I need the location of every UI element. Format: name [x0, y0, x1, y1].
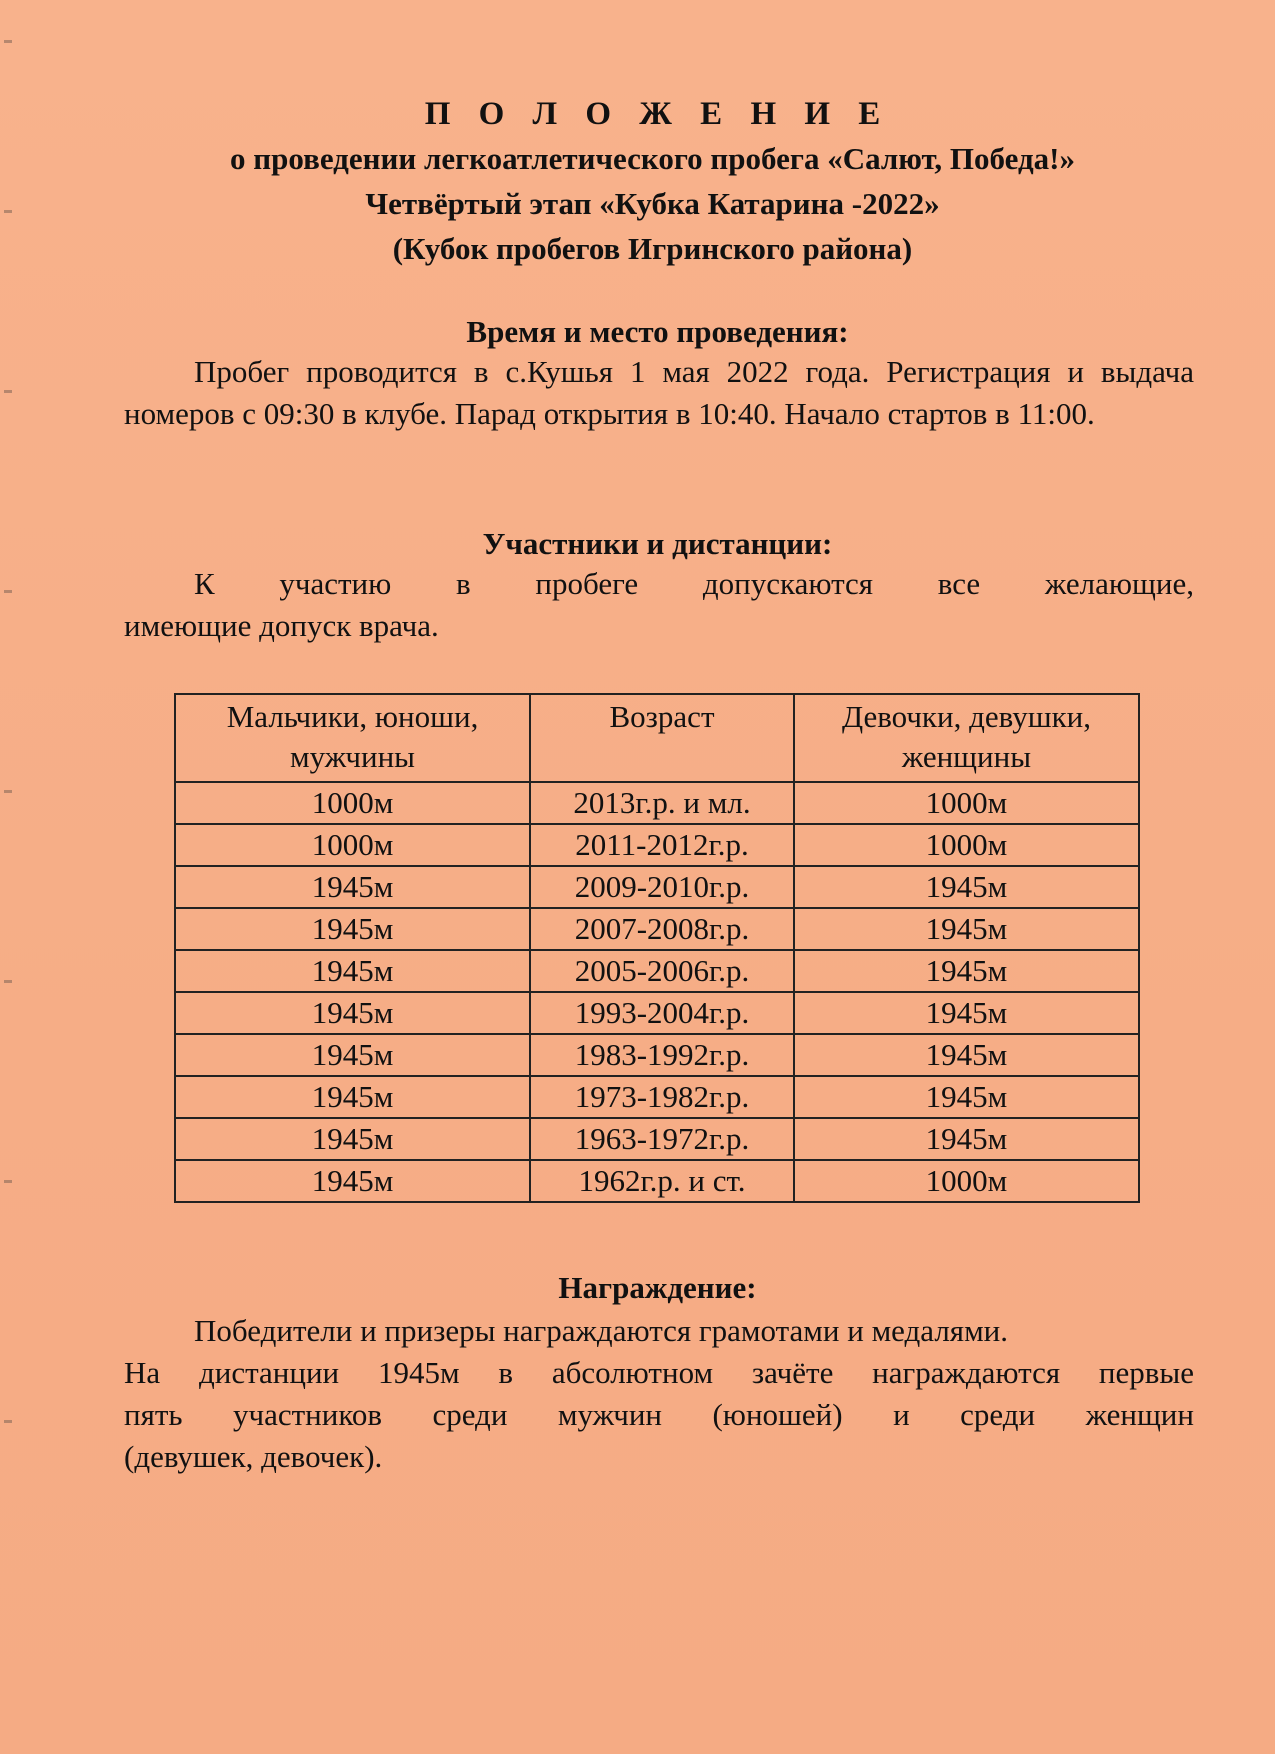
girls-distance-cell: 1000м	[794, 1160, 1139, 1202]
subtitle-line: (Кубок пробегов Игринского района)	[392, 231, 913, 266]
girls-distance-cell: 1945м	[794, 1118, 1139, 1160]
boys-distance-cell: 1000м	[175, 782, 530, 824]
table-row	[175, 782, 1139, 824]
participants-paragraph	[124, 563, 1194, 647]
boys-distance-cell: 1945м	[175, 992, 530, 1034]
header-girls: Девочки, девушки, женщины	[794, 694, 1139, 782]
scan-mark	[4, 980, 12, 983]
age-cell: 2007-2008г.р.	[530, 908, 794, 950]
awards-text-line: (девушек, девочек).	[124, 1439, 383, 1474]
participants-heading: Участники и дистанции:	[482, 526, 833, 561]
girls-distance-cell: 1945м	[794, 1076, 1139, 1118]
age-cell: 1962г.р. и ст.	[530, 1160, 794, 1202]
time-place-heading: Время и место проведения:	[466, 314, 849, 349]
participants-text-line: имеющие допуск врача.	[124, 608, 439, 643]
awards-text-line: Победители и призеры награждаются грамотами и медалями.	[194, 1313, 1009, 1348]
girls-distance-cell: 1945м	[794, 866, 1139, 908]
table-row	[175, 824, 1139, 866]
scan-mark	[4, 790, 12, 793]
table-row	[175, 1076, 1139, 1118]
awards-heading: Награждение:	[558, 1270, 757, 1305]
boys-distance-cell: 1945м	[175, 908, 530, 950]
boys-distance-cell: 1945м	[175, 1034, 530, 1076]
scan-mark	[4, 1180, 12, 1183]
subtitle-line: о проведении легкоатлетического пробега «Салют, Победа!»	[230, 141, 1075, 176]
distances-table	[174, 693, 1140, 1203]
age-cell: 2005-2006г.р.	[530, 950, 794, 992]
boys-distance-cell: 1945м	[175, 950, 530, 992]
header-boys: Мальчики, юноши, мужчины	[175, 694, 530, 782]
age-cell: 1973-1982г.р.	[530, 1076, 794, 1118]
table-row	[175, 908, 1139, 950]
boys-distance-cell: 1945м	[175, 866, 530, 908]
table-row	[175, 950, 1139, 992]
age-cell: 2011-2012г.р.	[530, 824, 794, 866]
scan-mark	[4, 590, 12, 593]
girls-distance-cell: 1000м	[794, 824, 1139, 866]
girls-distance-cell: 1000м	[794, 782, 1139, 824]
table-row	[175, 992, 1139, 1034]
scan-mark	[4, 390, 12, 393]
participants-text-line: К участию в пробеге допускаются все желающие,	[194, 566, 1194, 601]
girls-distance-cell: 1945м	[794, 908, 1139, 950]
girls-distance-cell: 1945м	[794, 1034, 1139, 1076]
boys-distance-cell: 1945м	[175, 1076, 530, 1118]
girls-distance-cell: 1945м	[794, 992, 1139, 1034]
table-row	[175, 1160, 1139, 1202]
boys-distance-cell: 1000м	[175, 824, 530, 866]
table-row	[175, 1034, 1139, 1076]
table-header-row	[175, 694, 1139, 782]
boys-distance-cell: 1945м	[175, 1118, 530, 1160]
awards-text-line: На дистанции 1945м в абсолютном зачёте награждаются первые	[124, 1355, 1194, 1390]
age-cell: 1983-1992г.р.	[530, 1034, 794, 1076]
scan-mark	[4, 40, 12, 43]
table-row	[175, 866, 1139, 908]
time-place-paragraph	[124, 351, 1194, 435]
girls-distance-cell: 1945м	[794, 950, 1139, 992]
document-header	[0, 92, 1275, 271]
age-cell: 2013г.р. и мл.	[530, 782, 794, 824]
time-place-text: Пробег проводится в с.Кушья 1 мая 2022 года. Регистрация и выдача номеров с 09:30 в клубе. Парад открытия в 10:40. Начало стартов в 11:00.	[124, 354, 1194, 431]
age-cell: 1963-1972г.р.	[530, 1118, 794, 1160]
scan-mark	[4, 1420, 12, 1423]
table-body	[175, 782, 1139, 1202]
awards-paragraph	[124, 1310, 1194, 1478]
table-row	[175, 1118, 1139, 1160]
document-title: П О Л О Ж Е Н И Е	[424, 96, 891, 132]
awards-text-line: пять участников среди мужчин (юношей) и среди женщин	[124, 1397, 1194, 1432]
age-cell: 2009-2010г.р.	[530, 866, 794, 908]
header-age: Возраст	[530, 694, 794, 782]
age-cell: 1993-2004г.р.	[530, 992, 794, 1034]
boys-distance-cell: 1945м	[175, 1160, 530, 1202]
subtitle-line: Четвёртый этап «Кубка Катарина -2022»	[365, 186, 940, 221]
